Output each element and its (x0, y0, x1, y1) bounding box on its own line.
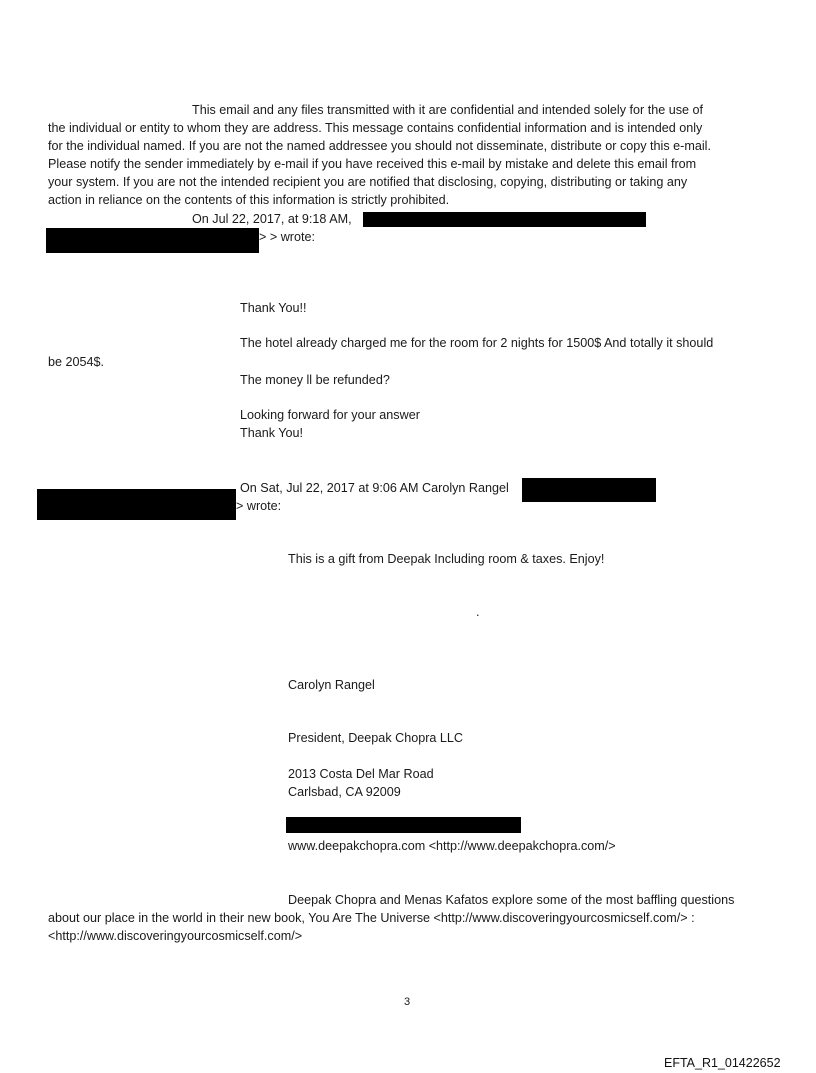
book-promo-line-2: about our place in the world in their new book, You Are The Universe <http://www.discoveringyourcosmicself.com/> : (48, 911, 695, 925)
signature-address-1: 2013 Costa Del Mar Road (288, 767, 434, 781)
quoted-header-prefix: On Sat, Jul 22, 2017 at 9:06 AM Carolyn Rangel (240, 481, 509, 495)
reply-thanks-closing: Thank You! (240, 426, 304, 440)
signature-website: www.deepakchopra.com <http://www.deepakchopra.com/> (288, 839, 616, 853)
page-number: 3 (404, 996, 411, 1008)
quoted-header-suffix: > wrote: (236, 499, 282, 513)
book-promo-line-3: <http://www.discoveringyourcosmicself.com/> (48, 929, 303, 943)
document-id: EFTA_R1_01422652 (664, 1056, 781, 1070)
quoted-dot: . (476, 605, 480, 619)
book-promo-line-1: Deepak Chopra and Menas Kafatos explore some of the most baffling questions (288, 893, 735, 907)
quoted-gift-message: This is a gift from Deepak Including room & taxes. Enjoy! (288, 552, 605, 566)
signature-name: Carolyn Rangel (288, 678, 375, 692)
signature-address-2: Carlsbad, CA 92009 (288, 785, 401, 799)
reply-header-prefix: On Jul 22, 2017, at 9:18 AM, (192, 212, 352, 226)
redaction-box (46, 228, 259, 253)
disclaimer-line-6: action in reliance on the contents of this information is strictly prohibited. (48, 193, 450, 207)
redaction-box (363, 212, 646, 227)
reply-hotel-line-1: The hotel already charged me for the room for 2 nights for 1500$ And totally it should (240, 336, 714, 350)
redaction-box (286, 817, 521, 833)
disclaimer-line-4: Please notify the sender immediately by e-mail if you have received this e-mail by mistake and delete this email from (48, 157, 697, 171)
redaction-box (37, 489, 236, 520)
disclaimer-line-2: the individual or entity to whom they are address. This message contains confidential information and is intended only (48, 121, 703, 135)
disclaimer-line-1: This email and any files transmitted with it are confidential and intended solely for the use of (192, 103, 704, 117)
reply-refund-question: The money ll be refunded? (240, 373, 390, 387)
redaction-box (522, 478, 656, 502)
reply-looking-forward: Looking forward for your answer (240, 408, 420, 422)
signature-title: President, Deepak Chopra LLC (288, 731, 464, 745)
disclaimer-line-3: for the individual named. If you are not the named addressee you should not disseminate, distribute or copy this e-mail. (48, 139, 711, 153)
reply-hotel-line-2: be 2054$. (48, 355, 105, 369)
disclaimer-line-5: your system. If you are not the intended recipient you are notified that disclosing, copying, distributing or taking any (48, 175, 688, 189)
reply-header-suffix: > > wrote: (259, 230, 316, 244)
reply-thanks: Thank You!! (240, 301, 307, 315)
